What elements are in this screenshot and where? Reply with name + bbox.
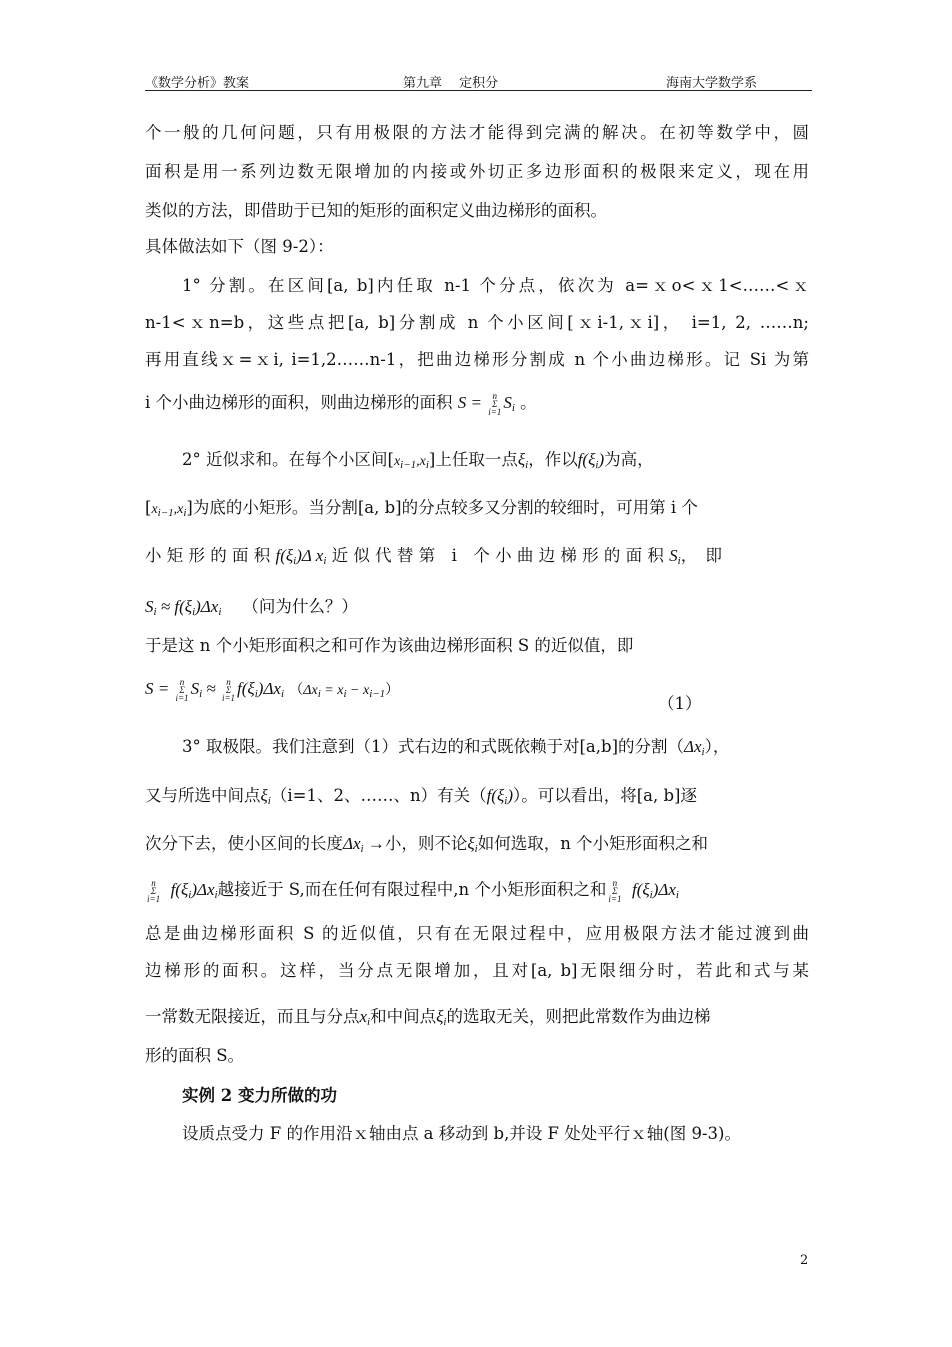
header-course-title: 《数学分析》教案 [145, 76, 250, 91]
text-line: n Σ i=1 $f(\xi_i)\Delta x_i$越接近于 S,而在任何有限过程中,n 个小矩形面积之和 n Σ i=1 $f(\xi_i)\Delta x_i$ [147, 878, 679, 905]
text-line: 个一般的几何问题，只有用极限的方法才能得到完满的解决。在初等数学中，圆 [145, 123, 809, 142]
text-line: i 个小曲边梯形的面积，则曲边梯形的面积 S = n Σ $i=1S_i$ 。 [145, 391, 537, 418]
text-line: 再用直线ｘ=ｘi, i=1,2……n-1，把曲边梯形分割成 n 个小曲边梯形。记 Si 为第 [145, 350, 809, 369]
equation-1: S = n Σ $i=1S_i \approx n$ Σ $i=1f(\xi_i)\Delta x_i$ $(\Delta x_i = x_i - x_{i-1})$ [145, 677, 400, 704]
text-line: 次分下去，使小区间的长度$\Delta x_i$ →小，则不论$\xi_i$如何选取，n 个小矩形面积之和 [145, 834, 709, 855]
text-line: 1° 分割。在区间[a, b]内任取 n-1 个分点，依次为 a=ｘo<ｘ1<……<ｘ [182, 276, 809, 295]
text-line: 小 矩 形 的 面 积 $f(\xi_i)\Delta$ $x_i$ 近 似 代 替 第 i 个 小 曲 边 梯 形 的 面 积 $S_i$， 即 [145, 546, 722, 567]
page-number: 2 [800, 1253, 809, 1268]
header-department: 海南大学数学系 [665, 76, 757, 91]
text-line: 2° 近似求和。在每个小区间$[x_{i-1},x_i]$上任取一点$\xi_i$，作以$f(\xi_i)$为高， [182, 450, 654, 471]
text-line: 总是曲边梯形面积 S 的近似值，只有在无限过程中，应用极限方法才能过渡到曲 [145, 924, 809, 943]
text-line: 一常数无限接近，而且与分点$x_i$和中间点$\xi_i$的选取无关，则把此常数作为曲边梯 [145, 1007, 711, 1028]
text-line: $[x_{i-1},x_i]$为底的小矩形。当分割[a, b]的分点较多又分割的较细时，可用第 i 个 [145, 498, 698, 519]
header-chapter: 第九章 定积分 [403, 76, 499, 91]
equation-number: （1） [658, 694, 702, 713]
text-line: 又与所选中间点$\xi_i(i=1$、2、……、n）有关$(f(\xi_i))$。可以看出，将[a, b]逐 [145, 786, 697, 807]
text-line: 3° 取极限。我们注意到（1）式右边的和式既依赖于对[a,b]的分割$(\Delta x_i)$， [182, 737, 730, 758]
area-sum-formula: S = n Σ $i=1S_i$ [457, 391, 515, 418]
text-line: 边梯形的面积。这样，当分点无限增加，且对[a, b]无限细分时，若此和式与某 [145, 961, 809, 980]
page-header [145, 72, 812, 91]
section-heading: 实例 2 变力所做的功 [182, 1086, 337, 1105]
text-line: 设质点受力 F 的作用沿ｘ轴由点 a 移动到 b,并设 F 处处平行ｘ轴(图 9-3)。 [182, 1124, 741, 1143]
text-line: 形的面积 S。 [145, 1046, 245, 1065]
text-line: 类似的方法，即借助于已知的矩形的面积定义曲边梯形的面积。 [145, 201, 607, 220]
text-line: 于是这 n 个小矩形面积之和可作为该曲边梯形面积 S 的近似值，即 [145, 636, 634, 655]
text-line: n-1<ｘn=b，这些点把[a, b]分割成 n 个小区间[ｘi-1,ｘi]， i=1, 2, ……n; [145, 313, 809, 332]
text-line: 具体做法如下（图 9-2）： [145, 237, 334, 256]
text-line: $S_i \approx f(\xi_i)\Delta x_i$ （问为什么？） [145, 597, 358, 618]
text-line: 面积是用一系列边数无限增加的内接或外切正多边形面积的极限来定义，现在用 [145, 162, 809, 181]
